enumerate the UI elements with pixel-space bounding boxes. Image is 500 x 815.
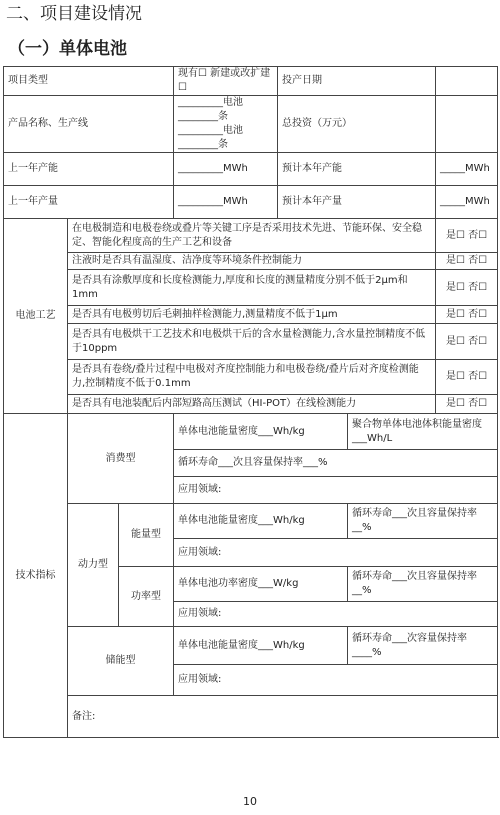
- row-product: [4, 96, 498, 153]
- yes-no-checkbox[interactable]: 是☐ 否☐: [436, 395, 498, 414]
- process-row: [4, 219, 498, 253]
- row-last-year-capacity: [4, 153, 498, 186]
- label-last-year-output: 上一年产量: [4, 186, 174, 219]
- power-density[interactable]: 单体电池功率密度___W/kg: [174, 567, 348, 602]
- power-subtype-label: 功率型: [119, 567, 174, 627]
- subsection-heading: （一）单体电池: [8, 39, 127, 59]
- page-number: 10: [243, 795, 257, 808]
- row-last-year-output: [4, 186, 498, 219]
- process-row: [4, 270, 498, 306]
- consumer-energy-density[interactable]: 单体电池能量密度___Wh/kg: [174, 414, 348, 450]
- label-production-date: 投产日期: [278, 67, 436, 96]
- project-form-table: [3, 66, 498, 738]
- label-project-type: 项目类型: [4, 67, 174, 96]
- label-total-investment: 总投资（万元）: [278, 96, 436, 153]
- process-item: 是否具有电池装配后内部短路高压测试（HI-POT）在线检测能力: [68, 395, 436, 414]
- expected-capacity-field[interactable]: _____MWh: [436, 153, 498, 186]
- product-line-field[interactable]: [174, 96, 278, 153]
- process-row: [4, 306, 498, 324]
- yes-no-checkbox[interactable]: 是☐ 否☐: [436, 270, 498, 306]
- tech-row: [4, 627, 498, 665]
- last-year-capacity-field[interactable]: _________MWh: [174, 153, 278, 186]
- yes-no-checkbox[interactable]: 是☐ 否☐: [436, 324, 498, 360]
- yes-no-checkbox[interactable]: 是☐ 否☐: [436, 306, 498, 324]
- energy-density[interactable]: 单体电池能量密度___Wh/kg: [174, 504, 348, 539]
- process-category: 电池工艺: [4, 219, 68, 414]
- production-date-field[interactable]: [436, 67, 498, 96]
- power-application[interactable]: 应用领域:: [174, 602, 498, 627]
- storage-application[interactable]: 应用领域:: [174, 665, 498, 696]
- section-heading: 二、项目建设情况: [6, 4, 142, 24]
- tech-row: [4, 414, 498, 450]
- project-type-checkboxes[interactable]: 现有☐ 新建或改扩建☐: [174, 67, 278, 96]
- yes-no-checkbox[interactable]: 是☐ 否☐: [436, 219, 498, 253]
- consumer-cycle-life[interactable]: 循环寿命___次且容量保持率___%: [174, 450, 498, 477]
- process-item: 是否具有电极剪切后毛刺抽样检测能力,测量精度不低于1μm: [68, 306, 436, 324]
- last-year-output-field[interactable]: _________MWh: [174, 186, 278, 219]
- process-row: [4, 324, 498, 360]
- storage-type-label: 储能型: [68, 627, 174, 696]
- storage-cycle-life[interactable]: 循环寿命___次容量保持率____%: [348, 627, 498, 665]
- power-cycle-life[interactable]: 循环寿命___次且容量保持率__%: [348, 567, 498, 602]
- tech-category: 技术指标: [4, 414, 68, 738]
- process-item: 是否具有电极烘干工艺技术和电极烘干后的含水量检测能力,含水量控制精度不低于10ppm: [68, 324, 436, 360]
- label-product-line: 产品名称、生产线: [4, 96, 174, 153]
- yes-no-checkbox[interactable]: 是☐ 否☐: [436, 360, 498, 395]
- process-item: 在电极制造和电极卷绕或叠片等关键工序是否采用技术先进、节能环保、安全稳定、智能化程度高的生产工艺和设备: [68, 219, 436, 253]
- consumer-polymer-density[interactable]: 聚合物单体电池体积能量密度___Wh/L: [348, 414, 498, 450]
- remarks-field[interactable]: 备注:: [68, 696, 498, 738]
- label-last-year-capacity: 上一年产能: [4, 153, 174, 186]
- energy-type-label: 能量型: [119, 504, 174, 567]
- process-item: 是否具有卷绕/叠片过程中电极对齐度控制能力和电极卷绕/叠片后对齐度检测能力,控制精度不低于0.1mm: [68, 360, 436, 395]
- energy-cycle-life[interactable]: 循环寿命___次且容量保持率__%: [348, 504, 498, 539]
- label-expected-capacity: 预计本年产能: [278, 153, 436, 186]
- remarks-row: [4, 696, 498, 738]
- process-item: 是否具有涂敷厚度和长度检测能力,厚度和长度的测量精度分别不低于2μm和1mm: [68, 270, 436, 306]
- yes-no-checkbox[interactable]: 是☐ 否☐: [436, 253, 498, 270]
- process-row: [4, 395, 498, 414]
- power-type-label: 动力型: [68, 504, 119, 627]
- label-expected-output: 预计本年产量: [278, 186, 436, 219]
- process-row: [4, 360, 498, 395]
- process-row: [4, 253, 498, 270]
- product-line-1: _________电池________条: [178, 97, 244, 122]
- product-line-2: _________电池________条: [178, 125, 244, 150]
- process-item: 注液时是否具有温湿度、洁净度等环境条件控制能力: [68, 253, 436, 270]
- row-project-type: [4, 67, 498, 96]
- energy-application[interactable]: 应用领域:: [174, 539, 498, 567]
- expected-output-field[interactable]: _____MWh: [436, 186, 498, 219]
- total-investment-field[interactable]: [436, 96, 498, 153]
- tech-row: [4, 504, 498, 539]
- storage-energy-density[interactable]: 单体电池能量密度___Wh/kg: [174, 627, 348, 665]
- consumer-type-label: 消费型: [68, 414, 174, 504]
- consumer-application[interactable]: 应用领域:: [174, 477, 498, 504]
